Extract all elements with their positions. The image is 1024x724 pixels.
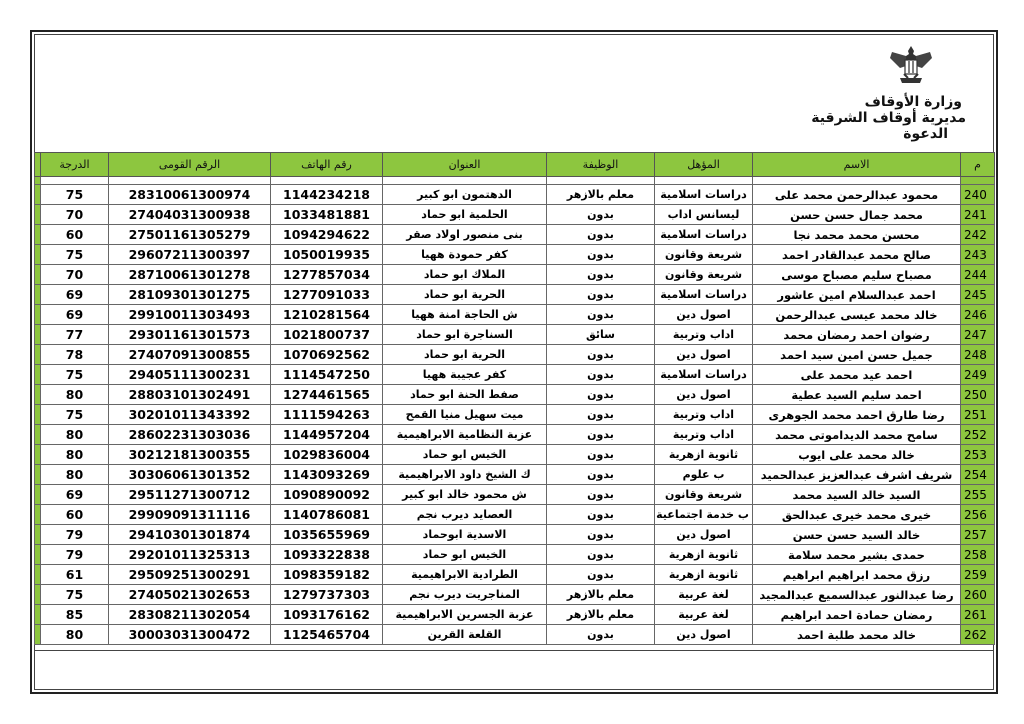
spacer-cell	[961, 177, 995, 185]
row-qualification: ثانوية ازهرية	[655, 445, 753, 465]
row-index: 253	[961, 445, 995, 465]
row-phone: 1035655969	[271, 525, 383, 545]
row-job: بدون	[547, 445, 655, 465]
row-name: خالد محمد طلبة احمد	[753, 625, 961, 645]
row-job: بدون	[547, 545, 655, 565]
row-job: بدون	[547, 405, 655, 425]
row-grade: 77	[41, 325, 109, 345]
table-row	[35, 385, 995, 405]
row-name: خالد السيد حسن حسن	[753, 525, 961, 545]
row-national-id: 27404031300938	[109, 205, 271, 225]
row-index: 244	[961, 265, 995, 285]
row-phone: 1143093269	[271, 465, 383, 485]
row-qualification: شريعة وقانون	[655, 265, 753, 285]
row-name: رضا عبدالنور عبدالسميع عبدالمجيد	[753, 585, 961, 605]
row-index: 250	[961, 385, 995, 405]
table-row	[35, 305, 995, 325]
row-index: 262	[961, 625, 995, 645]
row-grade: 80	[41, 425, 109, 445]
row-qualification: دراسات اسلامية	[655, 225, 753, 245]
row-edge	[35, 265, 41, 285]
row-national-id: 30212181300355	[109, 445, 271, 465]
row-national-id: 29607211300397	[109, 245, 271, 265]
table-row	[35, 585, 995, 605]
row-index: 243	[961, 245, 995, 265]
row-address: ش الحاجة امنة ههيا	[383, 305, 547, 325]
table-row	[35, 625, 995, 645]
table-row	[35, 505, 995, 525]
row-qualification: شريعة وقانون	[655, 245, 753, 265]
row-qualification: اداب وتربية	[655, 425, 753, 445]
row-edge	[35, 285, 41, 305]
spacer-cell	[109, 177, 271, 185]
table-row	[35, 225, 995, 245]
row-national-id: 29511271300712	[109, 485, 271, 505]
row-phone: 1094294622	[271, 225, 383, 245]
spacer-cell	[753, 177, 961, 185]
row-grade: 75	[41, 585, 109, 605]
row-grade: 80	[41, 465, 109, 485]
row-address: الدهتمون ابو كبير	[383, 185, 547, 205]
row-index: 245	[961, 285, 995, 305]
row-job: معلم بالازهر	[547, 585, 655, 605]
spacer-cell	[383, 177, 547, 185]
row-address: ميت سهيل منيا القمح	[383, 405, 547, 425]
row-national-id: 28602231303036	[109, 425, 271, 445]
row-job: بدون	[547, 345, 655, 365]
row-national-id: 29301161301573	[109, 325, 271, 345]
row-phone: 1093322838	[271, 545, 383, 565]
row-job: بدون	[547, 305, 655, 325]
egypt-eagle-emblem-icon	[888, 44, 934, 88]
row-index: 256	[961, 505, 995, 525]
row-edge	[35, 585, 41, 605]
row-address: بنى منصور اولاد صقر	[383, 225, 547, 245]
col-header-index: م	[961, 153, 995, 177]
table-row	[35, 545, 995, 565]
row-qualification: ليسانس اداب	[655, 205, 753, 225]
row-qualification: لغة عربية	[655, 585, 753, 605]
row-job: بدون	[547, 205, 655, 225]
row-name: خالد محمد على ايوب	[753, 445, 961, 465]
row-qualification: اداب وتربية	[655, 325, 753, 345]
row-phone: 1144957204	[271, 425, 383, 445]
row-phone: 1210281564	[271, 305, 383, 325]
row-name: صالح محمد عبدالقادر احمد	[753, 245, 961, 265]
row-phone: 1098359182	[271, 565, 383, 585]
row-phone: 1140786081	[271, 505, 383, 525]
row-qualification: لغة عربية	[655, 605, 753, 625]
row-edge	[35, 325, 41, 345]
col-header-address: العنوان	[383, 153, 547, 177]
row-edge	[35, 305, 41, 325]
col-header-grade: الدرجة	[41, 153, 109, 177]
row-index: 242	[961, 225, 995, 245]
row-name: جميل حسن امين سيد احمد	[753, 345, 961, 365]
department-name: الدعوة	[903, 126, 948, 142]
row-edge	[35, 185, 41, 205]
col-header-qualification: المؤهل	[655, 153, 753, 177]
row-index: 260	[961, 585, 995, 605]
row-edge	[35, 385, 41, 405]
col-header-phone: رقم الهاتف	[271, 153, 383, 177]
row-edge	[35, 205, 41, 225]
row-national-id: 29910011303493	[109, 305, 271, 325]
row-qualification: اصول دين	[655, 625, 753, 645]
row-name: شريف اشرف عبدالعزيز عبدالحميد	[753, 465, 961, 485]
row-name: مصباح سليم مصباح موسى	[753, 265, 961, 285]
table-row	[35, 245, 995, 265]
row-qualification: ب علوم	[655, 465, 753, 485]
row-job: بدون	[547, 425, 655, 445]
row-address: السناجرة ابو حماد	[383, 325, 547, 345]
row-address: الملاك ابو حماد	[383, 265, 547, 285]
row-name: احمد عبدالسلام امين عاشور	[753, 285, 961, 305]
row-phone: 1277857034	[271, 265, 383, 285]
table-row	[35, 345, 995, 365]
row-edge	[35, 365, 41, 385]
row-address: الحلمية ابو حماد	[383, 205, 547, 225]
row-grade: 85	[41, 605, 109, 625]
row-qualification: ب خدمة اجتماعية	[655, 505, 753, 525]
row-grade: 69	[41, 485, 109, 505]
spacer-cell	[271, 177, 383, 185]
row-qualification: اصول دين	[655, 525, 753, 545]
row-name: حمدى بشير محمد سلامة	[753, 545, 961, 565]
row-index: 241	[961, 205, 995, 225]
row-phone: 1279737303	[271, 585, 383, 605]
table-row	[35, 465, 995, 485]
table-row	[35, 285, 995, 305]
table-row	[35, 365, 995, 385]
table-row	[35, 425, 995, 445]
row-edge	[35, 465, 41, 485]
row-address: المناجريت ديرب نجم	[383, 585, 547, 605]
spacer-cell	[655, 177, 753, 185]
row-national-id: 29201011325313	[109, 545, 271, 565]
row-national-id: 30201011343392	[109, 405, 271, 425]
row-qualification: اصول دين	[655, 385, 753, 405]
row-index: 257	[961, 525, 995, 545]
table-spacer-row	[35, 177, 995, 185]
row-name: خالد محمد عيسى عبدالرحمن	[753, 305, 961, 325]
row-index: 258	[961, 545, 995, 565]
row-job: بدون	[547, 625, 655, 645]
row-grade: 69	[41, 305, 109, 325]
table-row	[35, 445, 995, 465]
directorate-name: مديرية أوقاف الشرقية	[811, 110, 966, 126]
row-qualification: ثانوية ازهرية	[655, 545, 753, 565]
row-job: بدون	[547, 265, 655, 285]
row-edge	[35, 505, 41, 525]
row-job: بدون	[547, 565, 655, 585]
row-qualification: دراسات اسلامية	[655, 285, 753, 305]
spacer-cell	[41, 177, 109, 185]
row-phone: 1277091033	[271, 285, 383, 305]
spacer-cell	[35, 177, 41, 185]
row-grade: 80	[41, 625, 109, 645]
row-grade: 80	[41, 445, 109, 465]
row-edge	[35, 565, 41, 585]
row-edge	[35, 345, 41, 365]
row-address: عزبة الجسرين الابراهيمية	[383, 605, 547, 625]
row-job: بدون	[547, 225, 655, 245]
ministry-name: وزارة الأوقاف	[864, 94, 962, 110]
row-address: صفط الحنة ابو حماد	[383, 385, 547, 405]
row-name: رزق محمد ابراهيم ابراهيم	[753, 565, 961, 585]
row-grade: 75	[41, 365, 109, 385]
row-qualification: دراسات اسلامية	[655, 185, 753, 205]
candidates-table	[34, 152, 995, 645]
row-phone: 1033481881	[271, 205, 383, 225]
row-name: محسن محمد محمد نجا	[753, 225, 961, 245]
table-row	[35, 205, 995, 225]
row-index: 254	[961, 465, 995, 485]
table-row	[35, 265, 995, 285]
row-grade: 70	[41, 265, 109, 285]
row-phone: 1029836004	[271, 445, 383, 465]
row-phone: 1070692562	[271, 345, 383, 365]
row-grade: 75	[41, 405, 109, 425]
table-row	[35, 185, 995, 205]
row-national-id: 28308211302054	[109, 605, 271, 625]
row-grade: 79	[41, 525, 109, 545]
row-address: الخيس ابو حماد	[383, 445, 547, 465]
row-job: بدون	[547, 485, 655, 505]
row-national-id: 28710061301278	[109, 265, 271, 285]
row-edge	[35, 485, 41, 505]
row-grade: 69	[41, 285, 109, 305]
row-qualification: شريعة وقانون	[655, 485, 753, 505]
row-grade: 70	[41, 205, 109, 225]
row-grade: 61	[41, 565, 109, 585]
row-qualification: اداب وتربية	[655, 405, 753, 425]
row-job: بدون	[547, 505, 655, 525]
row-grade: 75	[41, 245, 109, 265]
row-address: ش محمود خالد ابو كبير	[383, 485, 547, 505]
row-address: الاسدية ابوحماد	[383, 525, 547, 545]
row-phone: 1125465704	[271, 625, 383, 645]
spacer-cell	[547, 177, 655, 185]
row-edge	[35, 225, 41, 245]
row-edge	[35, 605, 41, 625]
row-edge	[35, 625, 41, 645]
row-index: 247	[961, 325, 995, 345]
row-job: بدون	[547, 245, 655, 265]
row-index: 261	[961, 605, 995, 625]
row-national-id: 30306061301352	[109, 465, 271, 485]
row-name: رضا طارق احمد محمد الجوهرى	[753, 405, 961, 425]
row-job: بدون	[547, 525, 655, 545]
row-name: احمد سليم السيد عطية	[753, 385, 961, 405]
row-qualification: دراسات اسلامية	[655, 365, 753, 385]
table-row	[35, 525, 995, 545]
row-grade: 79	[41, 545, 109, 565]
row-address: كفر حمودة ههيا	[383, 245, 547, 265]
row-phone: 1274461565	[271, 385, 383, 405]
row-job: معلم بالازهر	[547, 605, 655, 625]
row-index: 249	[961, 365, 995, 385]
row-edge	[35, 425, 41, 445]
row-grade: 78	[41, 345, 109, 365]
row-national-id: 29509251300291	[109, 565, 271, 585]
row-index: 240	[961, 185, 995, 205]
col-header-national-id: الرقم القومى	[109, 153, 271, 177]
table-row	[35, 565, 995, 585]
row-phone: 1093176162	[271, 605, 383, 625]
row-index: 246	[961, 305, 995, 325]
row-qualification: ثانوية ازهرية	[655, 565, 753, 585]
row-index: 252	[961, 425, 995, 445]
table-row	[35, 605, 995, 625]
row-job: بدون	[547, 385, 655, 405]
row-job: بدون	[547, 465, 655, 485]
col-header-job: الوظيفة	[547, 153, 655, 177]
row-national-id: 29410301301874	[109, 525, 271, 545]
row-job: سائق	[547, 325, 655, 345]
row-national-id: 29909091311116	[109, 505, 271, 525]
row-phone: 1050019935	[271, 245, 383, 265]
row-job: بدون	[547, 285, 655, 305]
row-qualification: اصول دين	[655, 305, 753, 325]
row-address: الخيس ابو حماد	[383, 545, 547, 565]
row-edge	[35, 445, 41, 465]
row-edge	[35, 405, 41, 425]
row-address: الطرادية الابراهيمية	[383, 565, 547, 585]
row-grade: 60	[41, 225, 109, 245]
row-national-id: 28109301301275	[109, 285, 271, 305]
row-edge	[35, 545, 41, 565]
row-phone: 1090890092	[271, 485, 383, 505]
row-national-id: 30003031300472	[109, 625, 271, 645]
row-phone: 1114547250	[271, 365, 383, 385]
col-header-edge	[35, 153, 41, 177]
row-name: رضوان احمد رمضان محمد	[753, 325, 961, 345]
row-address: الحرية ابو حماد	[383, 285, 547, 305]
row-grade: 60	[41, 505, 109, 525]
row-national-id: 27405021302653	[109, 585, 271, 605]
col-header-name: الاسم	[753, 153, 961, 177]
row-qualification: اصول دين	[655, 345, 753, 365]
row-name: خيرى محمد خيرى عبدالحق	[753, 505, 961, 525]
row-address: العصايد ديرب نجم	[383, 505, 547, 525]
row-index: 255	[961, 485, 995, 505]
table-row	[35, 325, 995, 345]
table-header-row	[35, 153, 995, 177]
row-national-id: 28803101302491	[109, 385, 271, 405]
row-edge	[35, 525, 41, 545]
row-index: 251	[961, 405, 995, 425]
row-phone: 1021800737	[271, 325, 383, 345]
row-name: محمد جمال حسن حسن	[753, 205, 961, 225]
row-national-id: 27407091300855	[109, 345, 271, 365]
row-name: محمود عبدالرحمن محمد على	[753, 185, 961, 205]
row-name: السيد خالد السيد محمد	[753, 485, 961, 505]
table-row	[35, 485, 995, 505]
bottom-rule	[34, 650, 994, 651]
row-address: كفر عجيبة ههيا	[383, 365, 547, 385]
row-grade: 75	[41, 185, 109, 205]
row-address: الحرية ابو حماد	[383, 345, 547, 365]
table-row	[35, 405, 995, 425]
row-name: رمضان حمادة احمد ابراهيم	[753, 605, 961, 625]
row-national-id: 27501161305279	[109, 225, 271, 245]
row-name: سامح محمد الديداموتى محمد	[753, 425, 961, 445]
row-national-id: 28310061300974	[109, 185, 271, 205]
row-phone: 1111594263	[271, 405, 383, 425]
row-national-id: 29405111300231	[109, 365, 271, 385]
row-index: 259	[961, 565, 995, 585]
row-address: ك الشيخ داود الابراهيمية	[383, 465, 547, 485]
row-address: عزبة النظامية الابراهيمية	[383, 425, 547, 445]
row-edge	[35, 245, 41, 265]
row-job: بدون	[547, 365, 655, 385]
row-name: احمد عيد محمد على	[753, 365, 961, 385]
row-phone: 1144234218	[271, 185, 383, 205]
row-grade: 80	[41, 385, 109, 405]
letterhead	[811, 94, 966, 142]
row-job: معلم بالازهر	[547, 185, 655, 205]
row-address: القلعة القرين	[383, 625, 547, 645]
row-index: 248	[961, 345, 995, 365]
